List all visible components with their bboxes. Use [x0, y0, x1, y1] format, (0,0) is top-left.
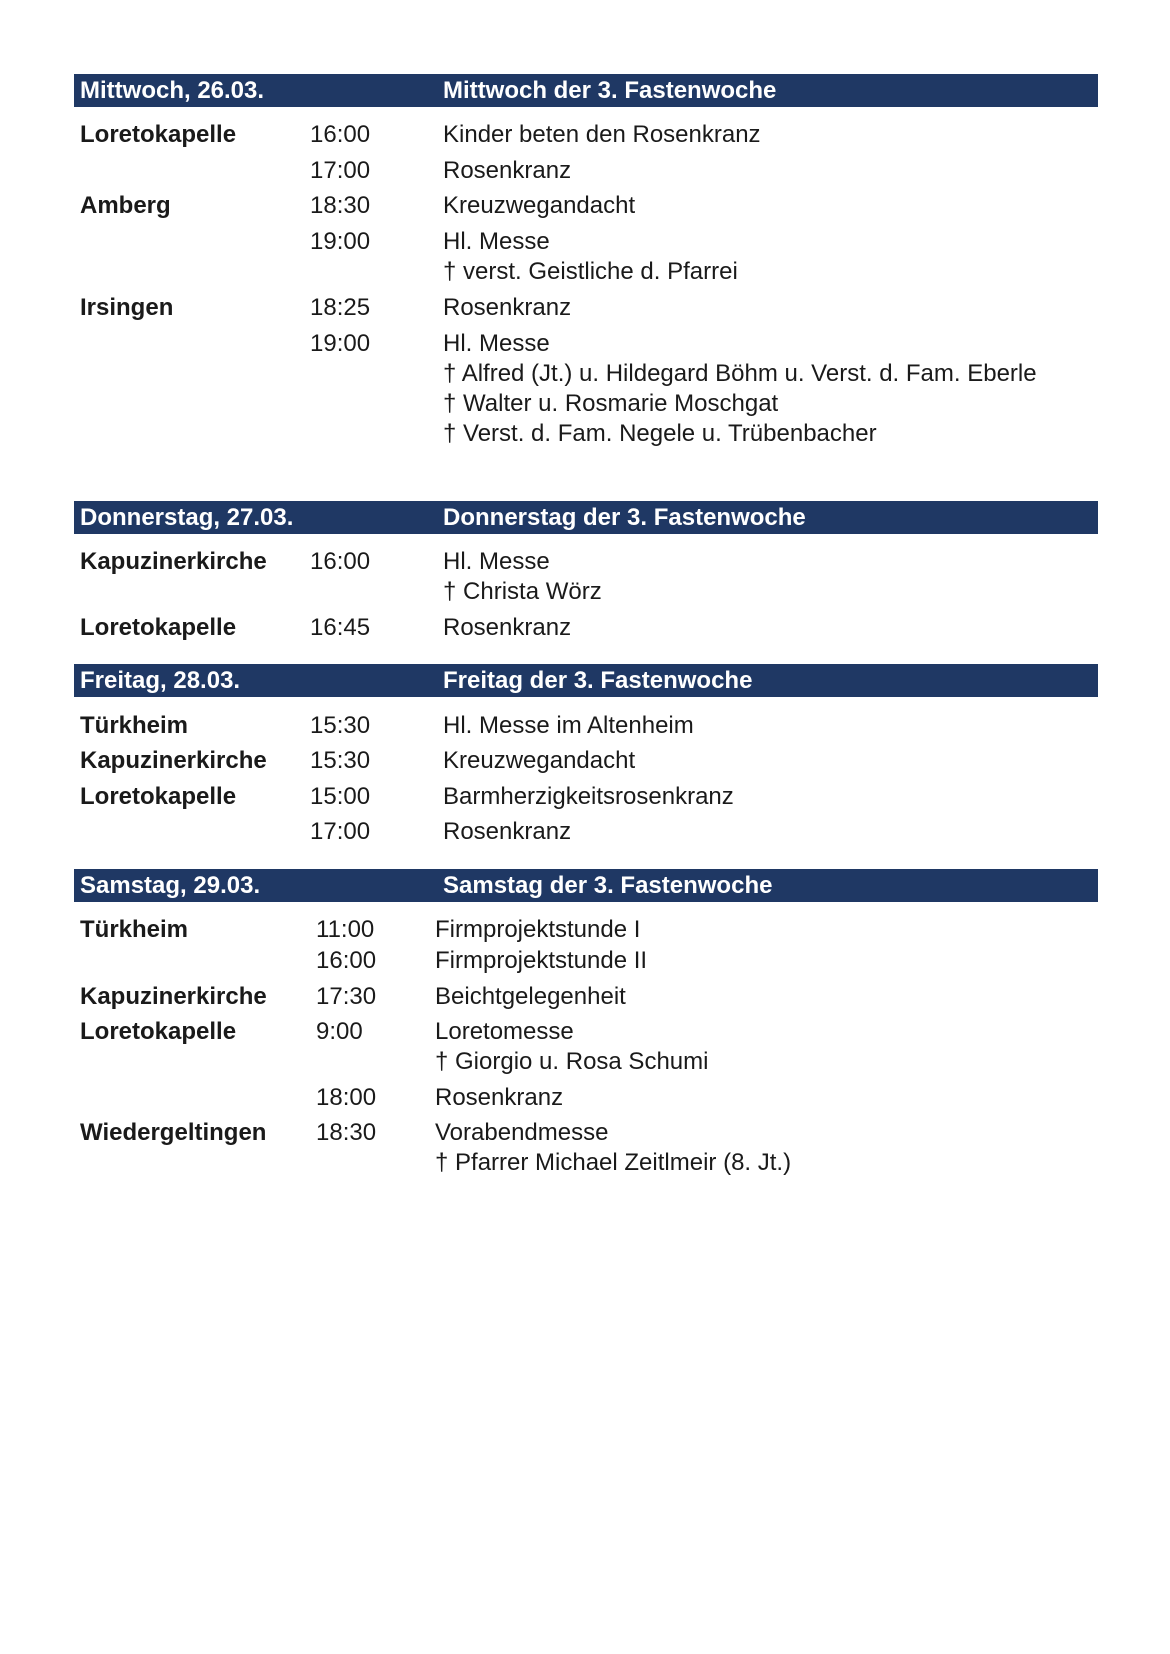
event-description	[443, 292, 571, 324]
intention-line: † Christa Wörz	[443, 578, 602, 605]
location-label: Kapuzinerkirche	[80, 548, 267, 575]
event-description	[435, 1117, 791, 1179]
location-label: Irsingen	[80, 294, 174, 321]
day-title: Mittwoch der 3. Fastenwoche	[443, 77, 777, 104]
time-label: 15:30	[310, 747, 371, 774]
time-label: 17:00	[310, 818, 371, 845]
day-header-bar	[74, 74, 1098, 107]
event-line: Hl. Messe	[443, 330, 550, 357]
day-section-saturday	[74, 869, 1098, 1176]
event-line: Hl. Messe im Altenheim	[443, 712, 694, 739]
event-description	[443, 745, 635, 777]
intention-line: † Giorgio u. Rosa Schumi	[435, 1048, 709, 1075]
day-section-friday	[74, 664, 1098, 845]
day-date: Donnerstag, 27.03.	[80, 504, 294, 531]
time-label: 17:00	[310, 157, 371, 184]
intention-line: † Walter u. Rosmarie Moschgat	[443, 390, 779, 417]
event-line: Rosenkranz	[443, 614, 572, 641]
event-description	[435, 1016, 708, 1078]
event-description	[443, 612, 571, 644]
event-description	[443, 328, 1073, 450]
day-title: Donnerstag der 3. Fastenwoche	[443, 504, 806, 531]
location-label: Loretokapelle	[80, 1018, 237, 1045]
time-label: 18:30	[310, 192, 371, 219]
event-description	[443, 781, 734, 813]
time-label: 16:00	[316, 947, 377, 974]
time-label: 19:00	[310, 330, 371, 357]
day-section-wednesday	[74, 74, 1098, 447]
intention-line: † Alfred (Jt.) u. Hildegard Böhm u. Verst. d. Fam. Eberle	[443, 360, 1037, 387]
event-description	[443, 190, 635, 222]
location-label: Türkheim	[80, 916, 189, 943]
time-label: 11:00	[316, 916, 375, 943]
event-line: Firmprojektstunde II	[435, 947, 648, 974]
event-line: Vorabendmesse	[435, 1119, 609, 1146]
event-description	[435, 1082, 563, 1114]
event-line: Rosenkranz	[443, 294, 572, 321]
location-label: Loretokapelle	[80, 614, 237, 641]
event-line: Kreuzwegandacht	[443, 192, 636, 219]
time-label: 18:30	[316, 1119, 377, 1146]
event-description	[443, 546, 602, 608]
time-label: 18:00	[316, 1084, 377, 1111]
location-label: Loretokapelle	[80, 121, 237, 148]
location-label: Loretokapelle	[80, 783, 237, 810]
day-title: Samstag der 3. Fastenwoche	[443, 872, 773, 899]
day-header-bar	[74, 869, 1098, 902]
event-line: Firmprojektstunde I	[435, 916, 641, 943]
time-label: 19:00	[310, 228, 371, 255]
event-line: Beichtgelegenheit	[435, 983, 626, 1010]
event-description	[435, 981, 626, 1013]
event-description	[435, 945, 647, 977]
event-line: Kreuzwegandacht	[443, 747, 636, 774]
intention-line: † verst. Geistliche d. Pfarrei	[443, 258, 738, 285]
time-label: 16:00	[310, 548, 371, 575]
time-label: 15:30	[310, 712, 371, 739]
location-label: Wiedergeltingen	[80, 1119, 267, 1146]
location-label: Amberg	[80, 192, 171, 219]
event-description	[443, 226, 738, 288]
day-date: Mittwoch, 26.03.	[80, 77, 265, 104]
time-label: 15:00	[310, 783, 371, 810]
time-label: 17:30	[316, 983, 377, 1010]
time-label: 18:25	[310, 294, 371, 321]
intention-line: † Verst. d. Fam. Negele u. Trübenbacher	[443, 420, 877, 447]
event-description	[443, 816, 571, 848]
event-description	[443, 119, 761, 151]
day-header-bar	[74, 664, 1098, 697]
time-label: 9:00	[316, 1018, 363, 1045]
day-title: Freitag der 3. Fastenwoche	[443, 667, 753, 694]
event-line: Rosenkranz	[443, 157, 572, 184]
event-description	[443, 710, 694, 742]
event-line: Hl. Messe	[443, 548, 550, 575]
day-header-bar	[74, 501, 1098, 534]
location-label: Türkheim	[80, 712, 189, 739]
day-date: Samstag, 29.03.	[80, 872, 261, 899]
location-label: Kapuzinerkirche	[80, 747, 267, 774]
day-date: Freitag, 28.03.	[80, 667, 241, 694]
event-line: Barmherzigkeitsrosenkranz	[443, 783, 734, 810]
location-label: Kapuzinerkirche	[80, 983, 267, 1010]
time-label: 16:00	[310, 121, 371, 148]
event-line: Kinder beten den Rosenkranz	[443, 121, 761, 148]
event-description	[443, 155, 571, 187]
intention-line: † Pfarrer Michael Zeitlmeir (8. Jt.)	[435, 1149, 792, 1176]
event-line: Rosenkranz	[443, 818, 572, 845]
day-section-thursday	[74, 501, 1098, 641]
event-line: Rosenkranz	[435, 1084, 564, 1111]
event-line: Hl. Messe	[443, 228, 550, 255]
event-description	[435, 914, 640, 946]
event-line: Loretomesse	[435, 1018, 574, 1045]
time-label: 16:45	[310, 614, 371, 641]
